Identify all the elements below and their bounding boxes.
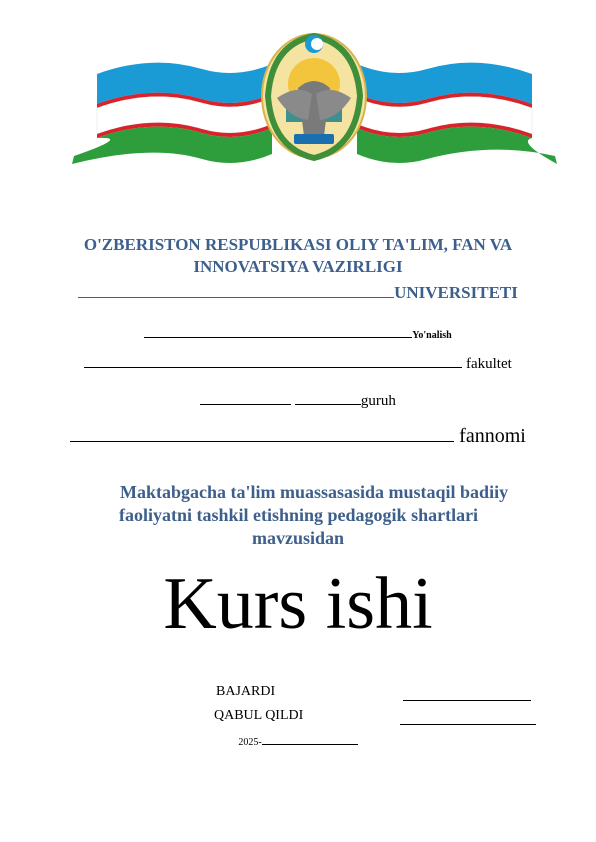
- ministry-name: [0, 234, 596, 278]
- university-line: [0, 283, 596, 303]
- flag-right: [357, 63, 557, 164]
- completed-signature-blank: [403, 685, 531, 701]
- subject-line: [0, 425, 596, 448]
- subject-label: fannomi: [459, 425, 526, 447]
- emblem-icon: [262, 34, 366, 158]
- completed-label: BAJARDI: [216, 684, 276, 699]
- faculty-label: fakultet: [465, 356, 512, 372]
- subject-blank: [70, 441, 454, 442]
- ministry-line-1: O'ZBERISTON RESPUBLIKASI OLIY TA'LIM, FAN VA: [83, 235, 513, 254]
- group-blank-1: [200, 404, 291, 405]
- accepted-label: QABUL QILDI: [214, 708, 304, 723]
- document-title: Kurs ishi: [163, 563, 433, 645]
- year-prefix: 2025-: [238, 737, 262, 748]
- accepted-signature-blank: [400, 709, 536, 725]
- direction-blank: [144, 337, 412, 338]
- ministry-line-2: INNOVATSIYA VAZIRLIGI: [193, 257, 403, 276]
- university-suffix: UNIVERSITETI: [394, 283, 518, 302]
- topic: [0, 481, 596, 550]
- faculty-blank: [84, 367, 462, 368]
- year-blank: [262, 744, 358, 745]
- state-emblem-banner: [72, 24, 557, 170]
- university-name-blank: [78, 297, 394, 298]
- topic-line-3: mavzusidan: [251, 528, 345, 548]
- group-blank-2: [295, 404, 361, 405]
- year-line: [0, 737, 596, 748]
- flag-left: [72, 63, 272, 164]
- topic-line-1: Maktabgacha ta'lim muassasasida mustaqil badiiy: [120, 482, 509, 502]
- direction-label: Yo'nalish: [412, 330, 452, 341]
- group-label: guruh: [360, 393, 396, 409]
- faculty-line: [0, 356, 596, 373]
- direction-line: [0, 330, 596, 341]
- group-line: [0, 393, 596, 410]
- topic-line-2: faoliyatni tashkil etishning pedagogik shartlari: [119, 505, 479, 525]
